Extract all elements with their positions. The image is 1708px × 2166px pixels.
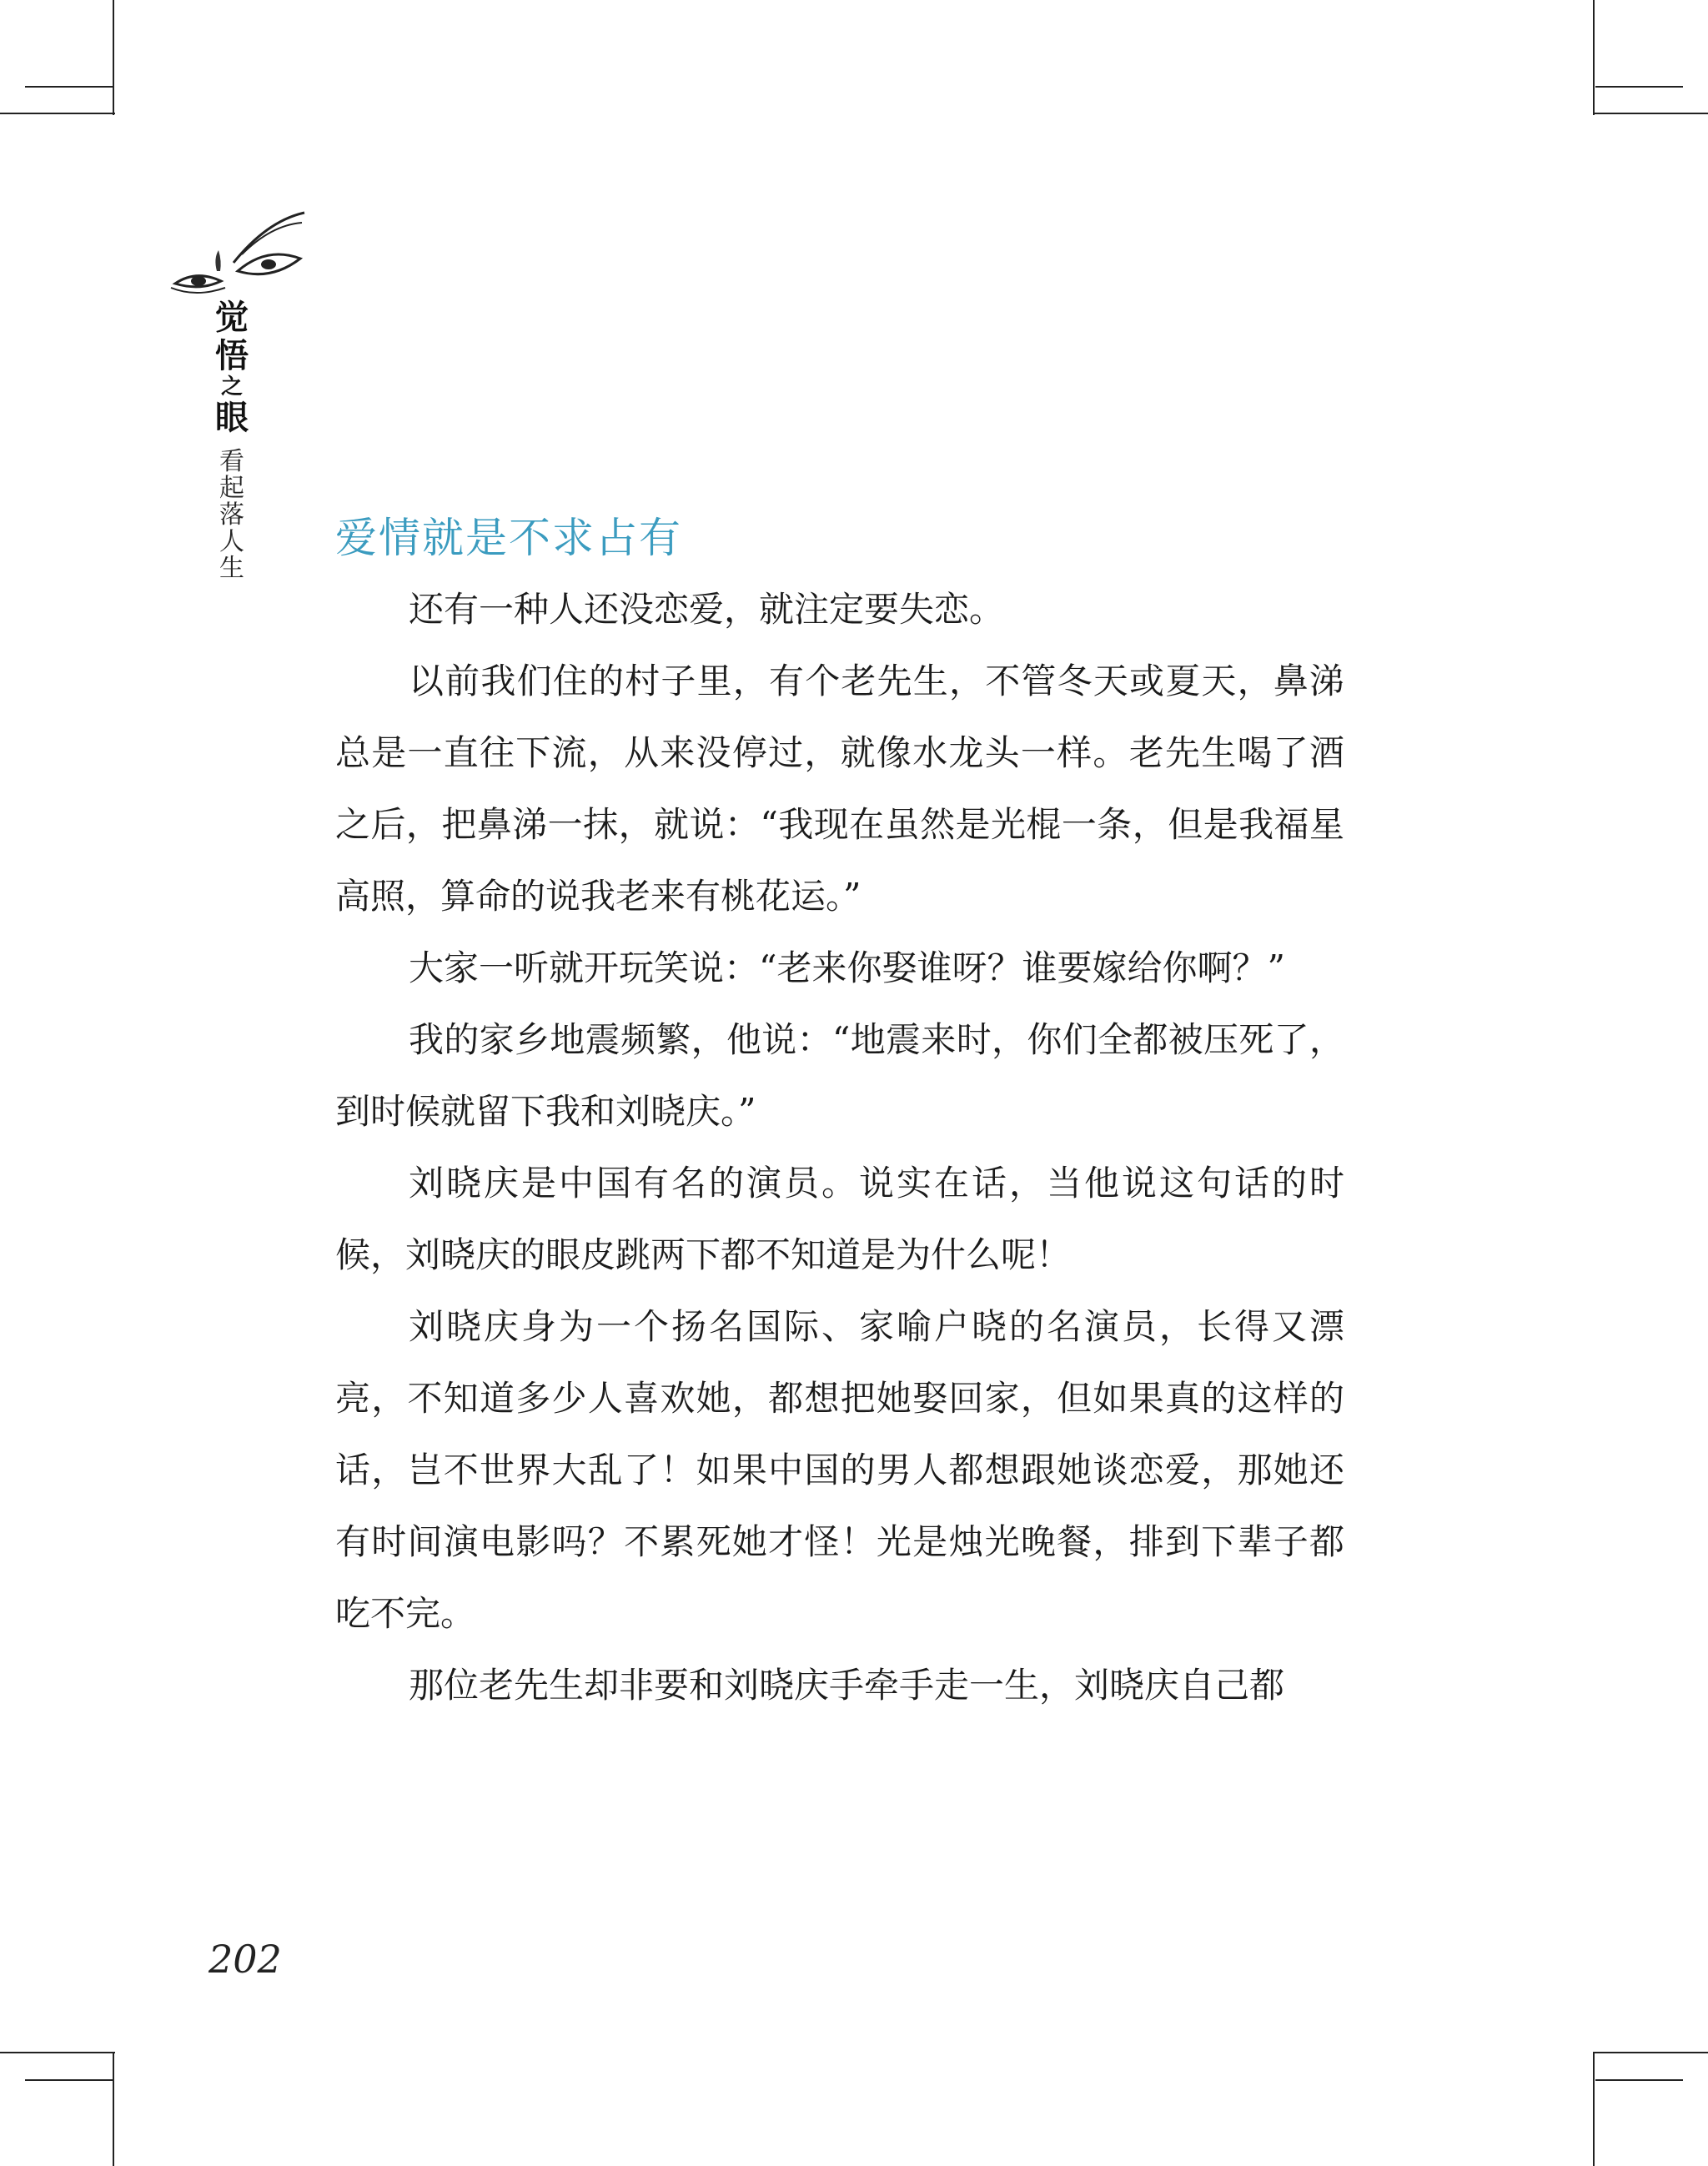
crop-mark [25, 2079, 113, 2081]
paragraph: 那位老先生却非要和刘晓庆手牵手走一生，刘晓庆自己都 [409, 1665, 1285, 1706]
page-number: 202 [208, 1937, 282, 1982]
crop-mark [1593, 2052, 1708, 2053]
book-subtitle-char: 起 [219, 474, 244, 503]
paragraph: 我的家乡地震频繁，他说：“地震来时，你们全都被压死了，到时候就留下我和刘晓庆。” [335, 1019, 1344, 1132]
book-subtitle-char: 生 [219, 554, 244, 583]
book-subtitle-char: 看 [219, 447, 244, 476]
paragraph: 以前我们住的村子里，有个老先生，不管冬天或夏天，鼻涕总是一直往下流，从来没停过，就像水龙头一样。老先生喝了酒之后，把鼻涕一抹，就说：“我现在虽然是光棍一条，但是我福星高照，算命的说我老来有桃花运。” [335, 661, 1344, 917]
crop-mark [0, 113, 115, 114]
crop-mark [113, 2052, 114, 2166]
paragraph: 刘晓庆是中国有名的演员。说实在话，当他说这句话的时候，刘晓庆的眼皮跳两下都不知道是为什么呢！ [335, 1163, 1344, 1275]
paragraph: 刘晓庆身为一个扬名国际、家喻户晓的名演员，长得又漂亮，不知道多少人喜欢她，都想把她娶回家，但如果真的这样的话，岂不世界大乱了！如果中国的男人都想跟她谈恋爱，那她还有时间演电影吗？不累死她才怪！光是烛光晚餐，排到下辈子都吃不完。 [335, 1306, 1344, 1634]
book-title-char: 觉 [215, 299, 249, 337]
crop-mark [113, 0, 114, 115]
crop-mark [1593, 0, 1595, 115]
crop-mark [1593, 2052, 1595, 2166]
section-heading: 爱情就是不求占有 [335, 514, 682, 562]
book-subtitle-char: 落 [219, 500, 244, 530]
crop-mark [1595, 2079, 1683, 2081]
eyes-icon [158, 204, 309, 313]
article-body [335, 574, 1344, 1721]
book-title-char: 眼 [215, 399, 249, 437]
crop-mark [1593, 113, 1708, 114]
book-subtitle-char: 人 [219, 527, 244, 556]
crop-mark [1595, 86, 1683, 88]
book-subtitle-vertical [215, 449, 249, 582]
book-title-char: 悟 [215, 337, 249, 375]
book-title-char: 之 [220, 374, 243, 400]
paragraph: 还有一种人还没恋爱，就注定要失恋。 [409, 589, 1005, 630]
crop-mark [25, 86, 113, 88]
book-title-vertical [208, 299, 255, 437]
crop-mark [0, 2052, 115, 2053]
paragraph: 大家一听就开玩笑说：“老来你娶谁呀？谁要嫁给你啊？” [409, 947, 1285, 988]
